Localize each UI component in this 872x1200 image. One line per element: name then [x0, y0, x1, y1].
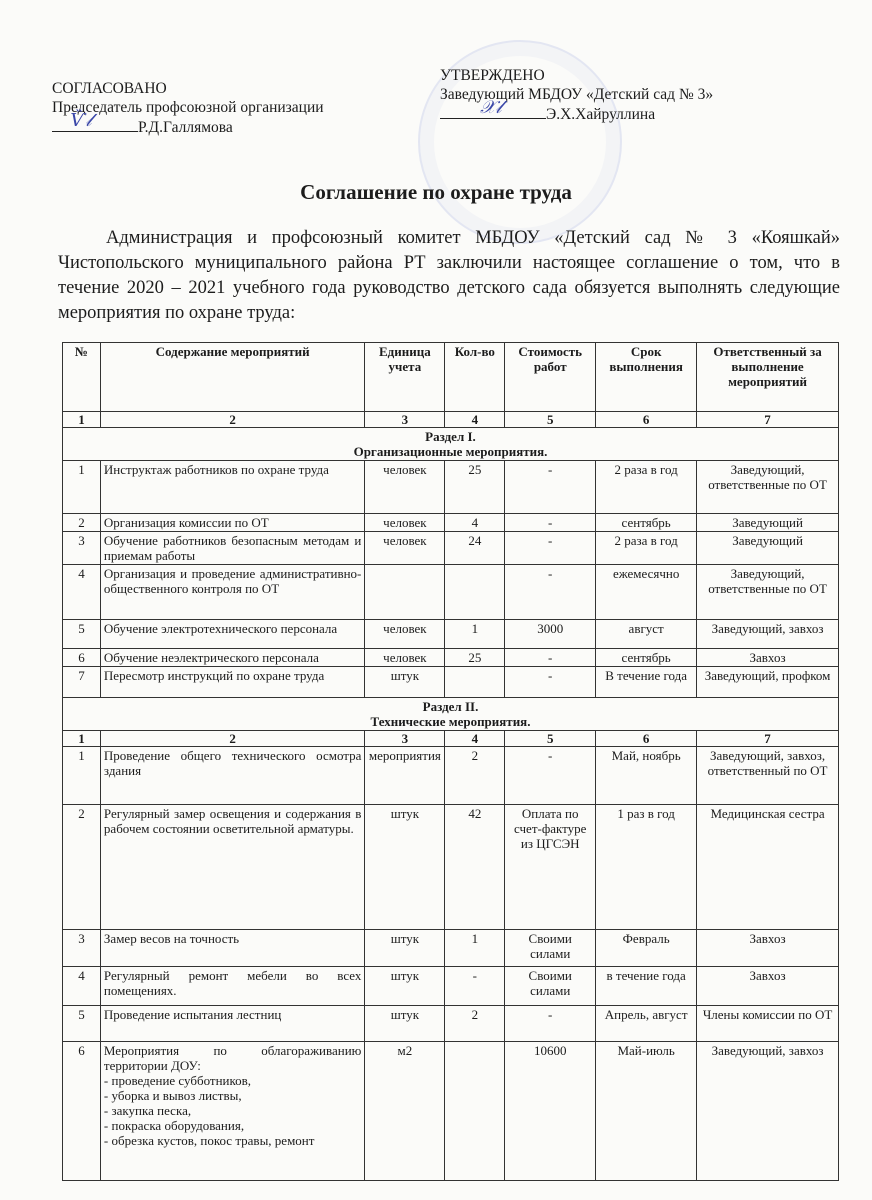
- cost-cell: Своими силами: [505, 967, 596, 1006]
- responsible-cell: Заведующий: [697, 532, 839, 565]
- approval-right-position: Заведующий МБДОУ «Детский сад № 3»: [440, 86, 714, 103]
- responsible-cell: Заведующий, ответственные по ОТ: [697, 461, 839, 514]
- measure-description-cell: Пересмотр инструкций по охране труда: [100, 667, 364, 698]
- responsible-cell: Завхоз: [697, 930, 839, 967]
- responsible-cell: Заведующий, ответственные по ОТ: [697, 565, 839, 620]
- unit-cell: мероприятия: [365, 747, 445, 805]
- quantity-cell: 1: [445, 930, 505, 967]
- section-header-cell: [63, 428, 839, 461]
- approval-left-block: [52, 79, 324, 137]
- row-number-cell: 5: [63, 1006, 101, 1042]
- quantity-cell: [445, 565, 505, 620]
- measure-description-cell: Обучение неэлектрического персонала: [100, 649, 364, 667]
- deadline-cell: сентябрь: [596, 514, 697, 532]
- responsible-cell: Заведующий, профком: [697, 667, 839, 698]
- responsible-cell: Члены комиссии по ОТ: [697, 1006, 839, 1042]
- quantity-cell: 1: [445, 620, 505, 649]
- unit-cell: штук: [365, 805, 445, 930]
- column-number: 2: [100, 412, 364, 428]
- row-number-cell: 7: [63, 667, 101, 698]
- column-number: 7: [697, 731, 839, 747]
- row-number-cell: 6: [63, 1042, 101, 1181]
- column-number: 6: [596, 412, 697, 428]
- row-number-cell: 6: [63, 649, 101, 667]
- column-number: 2: [100, 731, 364, 747]
- deadline-cell: 2 раза в год: [596, 532, 697, 565]
- intro-paragraph: Администрация и профсоюзный комитет МБДОУ «Детский сад № 3 «Кояшкай» Чистопольского муниципального района РТ заключили настоящее соглашение о том, что в течение 2020 – 2021 учебного года руководство детского сада обязуется выполнять следующие мероприятия по охране труда:: [58, 228, 840, 323]
- measure-description-cell: Организация и проведение административно-общественного контроля по ОТ: [100, 565, 364, 620]
- measure-description-cell: Обучение работников безопасным методам и приемам работы: [100, 532, 364, 565]
- table-row: [63, 532, 839, 565]
- table-row: [63, 667, 839, 698]
- table-row: [63, 747, 839, 805]
- responsible-cell: Заведующий, завхоз: [697, 620, 839, 649]
- table-row: [63, 967, 839, 1006]
- column-number: 4: [445, 412, 505, 428]
- quantity-cell: 42: [445, 805, 505, 930]
- table-row: [63, 1042, 839, 1181]
- cost-cell: 10600: [505, 1042, 596, 1181]
- deadline-cell: 2 раза в год: [596, 461, 697, 514]
- cost-cell: -: [505, 514, 596, 532]
- column-header: Кол-во: [445, 343, 505, 412]
- cost-cell: Оплата по счет-фактуре из ЦГСЭН: [505, 805, 596, 930]
- column-number: 5: [505, 731, 596, 747]
- responsible-cell: Завхоз: [697, 649, 839, 667]
- column-number-row: [63, 412, 839, 428]
- cost-cell: -: [505, 667, 596, 698]
- responsible-cell: Завхоз: [697, 967, 839, 1006]
- deadline-cell: Апрель, август: [596, 1006, 697, 1042]
- cost-cell: 3000: [505, 620, 596, 649]
- row-number-cell: 2: [63, 805, 101, 930]
- column-number: 7: [697, 412, 839, 428]
- quantity-cell: 25: [445, 461, 505, 514]
- unit-cell: штук: [365, 1006, 445, 1042]
- approval-left-name: Р.Д.Галлямова: [138, 119, 233, 136]
- table-row: [63, 1006, 839, 1042]
- unit-cell: человек: [365, 514, 445, 532]
- quantity-cell: 24: [445, 532, 505, 565]
- approval-left-heading: СОГЛАСОВАНО: [52, 80, 167, 97]
- quantity-cell: [445, 667, 505, 698]
- approval-right-block: [440, 66, 713, 124]
- signature-mark: 𝒳𝓁: [480, 97, 502, 118]
- deadline-cell: В течение года: [596, 667, 697, 698]
- document-title: Соглашение по охране труда: [300, 180, 572, 204]
- responsible-cell: Заведующий: [697, 514, 839, 532]
- deadline-cell: Май-июль: [596, 1042, 697, 1181]
- column-header: Срок выполнения: [596, 343, 697, 412]
- section-header-row: [63, 698, 839, 731]
- measure-description-cell: Организация комиссии по ОТ: [100, 514, 364, 532]
- signature-line: [440, 97, 546, 119]
- unit-cell: человек: [365, 532, 445, 565]
- column-number: 6: [596, 731, 697, 747]
- quantity-cell: 4: [445, 514, 505, 532]
- deadline-cell: Май, ноябрь: [596, 747, 697, 805]
- row-number-cell: 5: [63, 620, 101, 649]
- deadline-cell: в течение года: [596, 967, 697, 1006]
- quantity-cell: 2: [445, 747, 505, 805]
- row-number-cell: 4: [63, 565, 101, 620]
- unit-cell: штук: [365, 967, 445, 1006]
- column-header: Ответственный за выполнение мероприятий: [697, 343, 839, 412]
- table-header-row: [63, 343, 839, 412]
- signature-line: [52, 110, 138, 132]
- cost-cell: -: [505, 1006, 596, 1042]
- quantity-cell: 25: [445, 649, 505, 667]
- measure-description-cell: Проведение общего технического осмотра здания: [100, 747, 364, 805]
- measure-description-cell: Регулярный замер освещения и содержания в рабочем состоянии осветительной арматуры.: [100, 805, 364, 930]
- section-subtitle: Технические мероприятия.: [370, 714, 531, 729]
- unit-cell: штук: [365, 930, 445, 967]
- signature-mark: Ѷ𝓁: [70, 110, 92, 131]
- section-header-row: [63, 428, 839, 461]
- cost-cell: -: [505, 461, 596, 514]
- section-header-cell: [63, 698, 839, 731]
- measure-description-cell: Мероприятия по облагораживанию территории ДОУ: - проведение субботников, - уборка и вывоз листвы, - закупка песка, - покраска оборудования, - обрезка кустов, покос травы, ремонт: [100, 1042, 364, 1181]
- quantity-cell: [445, 1042, 505, 1181]
- section-title: Раздел II.: [422, 699, 479, 714]
- deadline-cell: август: [596, 620, 697, 649]
- section-title: Раздел I.: [425, 429, 476, 444]
- column-header: №: [63, 343, 101, 412]
- unit-cell: человек: [365, 649, 445, 667]
- approval-right-heading: УТВЕРЖДЕНО: [440, 67, 545, 84]
- unit-cell: штук: [365, 667, 445, 698]
- column-header: Стоимость работ: [505, 343, 596, 412]
- table-row: [63, 620, 839, 649]
- cost-cell: -: [505, 649, 596, 667]
- column-header: Единица учета: [365, 343, 445, 412]
- measures-table: [62, 342, 839, 1181]
- deadline-cell: сентябрь: [596, 649, 697, 667]
- section-subtitle: Организационные мероприятия.: [353, 444, 548, 459]
- table-row: [63, 805, 839, 930]
- row-number-cell: 1: [63, 747, 101, 805]
- measure-description-cell: Обучение электротехнического персонала: [100, 620, 364, 649]
- quantity-cell: 2: [445, 1006, 505, 1042]
- measure-description-cell: Проведение испытания лестниц: [100, 1006, 364, 1042]
- table-row: [63, 461, 839, 514]
- column-header: Содержание мероприятий: [100, 343, 364, 412]
- unit-cell: человек: [365, 461, 445, 514]
- measure-description-cell: Замер весов на точность: [100, 930, 364, 967]
- cost-cell: Своими силами: [505, 930, 596, 967]
- deadline-cell: ежемесячно: [596, 565, 697, 620]
- table-row: [63, 649, 839, 667]
- approval-left-position: Председатель профсоюзной организации: [52, 99, 324, 116]
- column-number: 4: [445, 731, 505, 747]
- unit-cell: человек: [365, 620, 445, 649]
- table-row: [63, 930, 839, 967]
- cost-cell: -: [505, 747, 596, 805]
- measure-description-cell: Регулярный ремонт мебели во всех помещениях.: [100, 967, 364, 1006]
- row-number-cell: 3: [63, 532, 101, 565]
- responsible-cell: Заведующий, завхоз, ответственный по ОТ: [697, 747, 839, 805]
- row-number-cell: 4: [63, 967, 101, 1006]
- column-number: 1: [63, 731, 101, 747]
- responsible-cell: Заведующий, завхоз: [697, 1042, 839, 1181]
- row-number-cell: 1: [63, 461, 101, 514]
- column-number: 3: [365, 412, 445, 428]
- column-number-row: [63, 731, 839, 747]
- unit-cell: м2: [365, 1042, 445, 1181]
- table-row: [63, 565, 839, 620]
- approval-right-name: Э.Х.Хайруллина: [546, 106, 656, 123]
- row-number-cell: 2: [63, 514, 101, 532]
- deadline-cell: 1 раз в год: [596, 805, 697, 930]
- cost-cell: -: [505, 565, 596, 620]
- row-number-cell: 3: [63, 930, 101, 967]
- table-row: [63, 514, 839, 532]
- responsible-cell: Медицинская сестра: [697, 805, 839, 930]
- deadline-cell: Февраль: [596, 930, 697, 967]
- cost-cell: -: [505, 532, 596, 565]
- unit-cell: [365, 565, 445, 620]
- quantity-cell: -: [445, 967, 505, 1006]
- column-number: 5: [505, 412, 596, 428]
- column-number: 3: [365, 731, 445, 747]
- measure-description-cell: Инструктаж работников по охране труда: [100, 461, 364, 514]
- column-number: 1: [63, 412, 101, 428]
